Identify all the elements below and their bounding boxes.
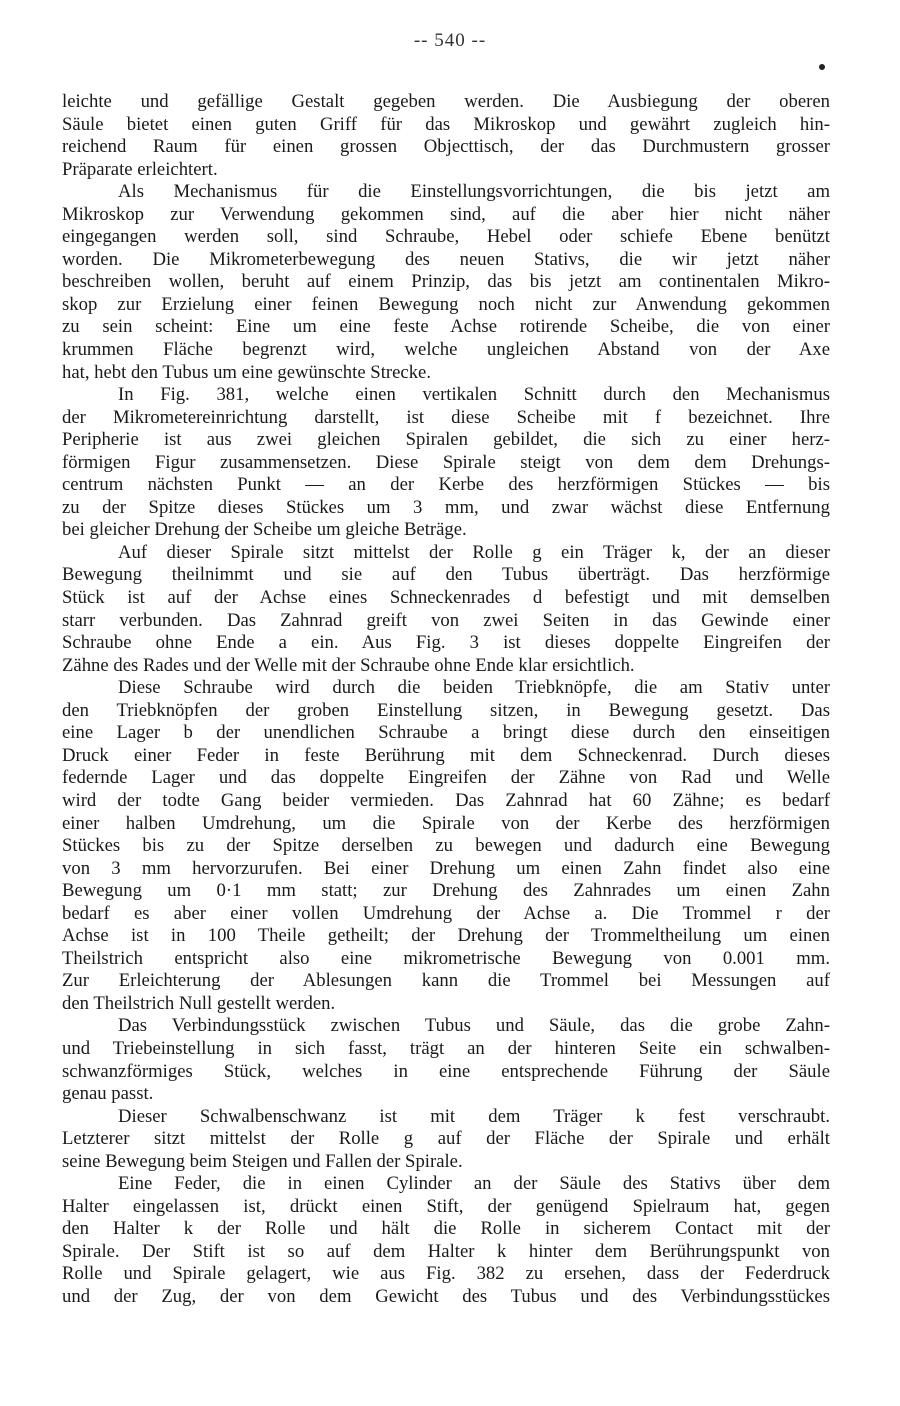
text-line: den Triebknöpfen der groben Einstellung sitzen, in Bewegung gesetzt. Das [62,699,830,721]
text-line: Präparate erleichtert. [62,158,218,180]
text-line: wird der todte Gang beider vermieden. Das Zahnrad hat 60 Zähne; es bedarf [62,789,830,811]
text-line: Das Verbindungsstück zwischen Tubus und Säule, das die grobe Zahn- [118,1015,830,1037]
text-line: schwanzförmiges Stück, welches in eine entsprechende Führung der Säule [62,1060,830,1082]
text-line: Bewegung um 0·1 mm statt; zur Drehung des Zahnrades um einen Zahn [62,880,830,902]
text-line: Theilstrich entspricht also eine mikrometrische Bewegung von 0.001 mm. [62,947,830,969]
text-line: skop zur Erzielung einer feinen Bewegung noch nicht zur Anwendung gekommen [62,293,830,315]
text-line: Als Mechanismus für die Einstellungsvorrichtungen, die bis jetzt am [118,181,830,203]
ink-speck [819,64,825,70]
text-line: förmigen Figur zusammensetzen. Diese Spirale steigt von dem dem Drehungs- [62,451,830,473]
text-line: Stück ist auf der Achse eines Schneckenrades d befestigt und mit demselben [62,587,830,609]
text-line: centrum nächsten Punkt — an der Kerbe des herzförmigen Stückes — bis [62,474,830,496]
text-line: hat, hebt den Tubus um eine gewünschte Strecke. [62,361,432,383]
text-line: und Triebeinstellung in sich fasst, trägt an der hinteren Seite ein schwalben- [62,1037,830,1059]
text-line: Rolle und Spirale gelagert, wie aus Fig. 382 zu ersehen, dass der Federdruck [62,1263,830,1285]
text-line: starr verbunden. Das Zahnrad greift von zwei Seiten in das Gewinde einer [62,609,830,631]
text-line: Zähne des Rades und der Welle mit der Schraube ohne Ende klar ersichtlich. [62,654,635,676]
text-line: Dieser Schwalbenschwanz ist mit dem Träger k fest verschraubt. [118,1105,830,1127]
text-line: beschreiben wollen, beruht auf einem Prinzip, das bis jetzt am continentalen Mikro- [62,271,830,293]
body-text [62,91,830,1309]
text-line: Schraube ohne Ende a ein. Aus Fig. 3 ist dieses doppelte Eingreifen der [62,632,830,654]
text-line: seine Bewegung beim Steigen und Fallen der Spirale. [62,1150,463,1172]
text-line: Druck einer Feder in feste Berührung mit dem Schneckenrad. Durch dieses [62,744,830,766]
text-line: Diese Schraube wird durch die beiden Triebknöpfe, die am Stativ unter [118,677,830,699]
text-line: Achse ist in 100 Theile getheilt; der Drehung der Trommeltheilung um einen [62,925,830,947]
text-line: In Fig. 381, welche einen vertikalen Schnitt durch den Mechanismus [118,384,830,406]
text-line: Säule bietet einen guten Griff für das Mikroskop und gewährt zugleich hin- [62,113,830,135]
text-line: genau passt. [62,1083,154,1105]
text-line: Mikroskop zur Verwendung gekommen sind, auf die aber hier nicht näher [62,203,830,225]
text-line: der Mikrometereinrichtung darstellt, ist diese Scheibe mit f bezeichnet. Ihre [62,406,830,428]
text-line: Zur Erleichterung der Ablesungen kann die Trommel bei Messungen auf [62,970,830,992]
text-line: Auf dieser Spirale sitzt mittelst der Rolle g ein Träger k, der an dieser [118,541,830,563]
text-line: reichend Raum für einen grossen Objecttisch, der das Durchmustern grosser [62,136,830,158]
text-line: Peripherie ist aus zwei gleichen Spiralen gebildet, die sich zu einer herz- [62,429,830,451]
text-line: worden. Die Mikrometerbewegung des neuen Stativs, die wir jetzt näher [62,248,830,270]
page-number: -- 540 -- [413,30,487,51]
text-line: leichte und gefällige Gestalt gegeben werden. Die Ausbiegung der oberen [62,91,830,112]
text-line: federnde Lager und das doppelte Eingreifen der Zähne von Rad und Welle [62,767,830,789]
text-line: Bewegung theilnimmt und sie auf den Tubus überträgt. Das herzförmige [62,564,830,586]
text-line: Eine Feder, die in einen Cylinder an der Säule des Stativs über dem [118,1173,830,1195]
text-line: zu sein scheint: Eine um eine feste Achse rotirende Scheibe, die von einer [62,316,830,338]
text-line: Halter eingelassen ist, drückt einen Stift, der genügend Spielraum hat, gegen [62,1195,830,1217]
text-line: bedarf es aber einer vollen Umdrehung der Achse a. Die Trommel r der [62,902,830,924]
text-line: eine Lager b der unendlichen Schraube a bringt diese durch den einseitigen [62,722,830,744]
text-line: einer halben Umdrehung, um die Spirale von der Kerbe des herzförmigen [62,812,830,834]
text-line: Stückes bis zu der Spitze derselben zu bewegen und dadurch eine Bewegung [62,835,830,857]
text-line: bei gleicher Drehung der Scheibe um gleiche Beträge. [62,519,467,541]
text-line: zu der Spitze dieses Stückes um 3 mm, und zwar wächst diese Entfernung [62,496,830,518]
text-line: von 3 mm hervorzurufen. Bei einer Drehung um einen Zahn findet also eine [62,857,830,879]
text-line: Spirale. Der Stift ist so auf dem Halter k hinter dem Berührungspunkt von [62,1240,830,1262]
text-line: eingegangen werden soll, sind Schraube, Hebel oder schiefe Ebene benützt [62,226,830,248]
text-line: den Halter k der Rolle und hält die Rolle in sicherem Contact mit der [62,1218,830,1240]
text-line: und der Zug, der von dem Gewicht des Tubus und des Verbindungsstückes [62,1285,830,1307]
text-line: krummen Fläche begrenzt wird, welche ungleichen Abstand von der Axe [62,339,830,361]
text-line: Letzterer sitzt mittelst der Rolle g auf der Fläche der Spirale und erhält [62,1128,830,1150]
text-line: den Theilstrich Null gestellt werden. [62,992,336,1014]
